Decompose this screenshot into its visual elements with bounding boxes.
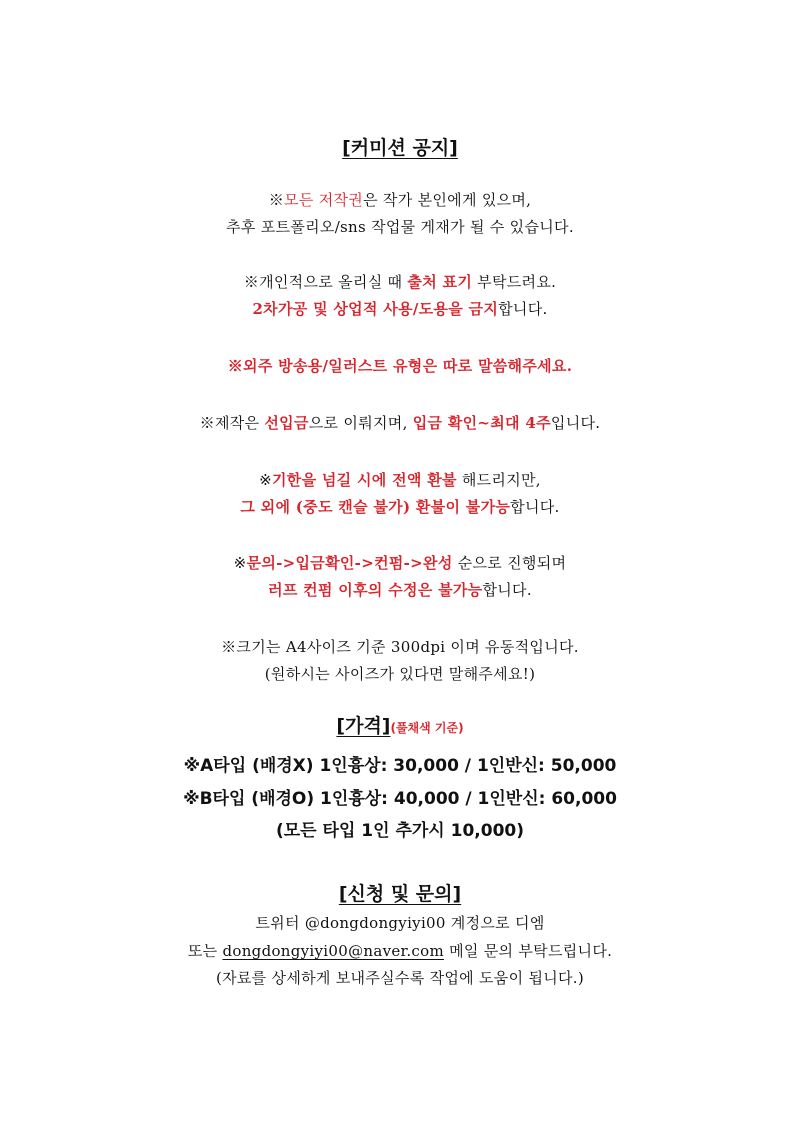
copyright-line-2: 추후 포트폴리오/sns 작업물 게재가 될 수 있습니다. [226, 218, 574, 236]
process-prefix: ※ [233, 554, 247, 572]
size-line-1: ※크기는 A4사이즈 기준 300dpi 이며 유동적입니다. [221, 638, 579, 656]
process-steps: 문의->입금확인->컨펌->완성 [246, 554, 453, 572]
outsourcing-line: ※외주 방송용/일러스트 유형은 따로 말씀해주세요. [227, 357, 573, 375]
copyright-highlight: 모든 저작권 [284, 191, 364, 209]
contact-twitter-line: 트위터 @dongdongyiyi00 계정으로 디엠 [255, 914, 545, 932]
pricing-header [0, 711, 800, 738]
refund-suffix: 해드리지만, [456, 471, 541, 489]
contact-email-line [0, 940, 800, 961]
contact-email-link[interactable]: dongdongyiyi00@naver.com [222, 942, 444, 960]
personal-use-prohibit: 2차가공 및 상업적 사용/도용을 금지 [252, 300, 499, 318]
refund-line-2 [0, 496, 800, 517]
pricing-title: [가격] [336, 715, 391, 737]
copyright-prefix: ※ [268, 191, 285, 209]
process-no-edit: 러프 컨펌 이후의 수정은 불가능 [268, 581, 483, 599]
production-duration: 입금 확인~최대 4주 [412, 414, 551, 432]
copyright-line-1 [0, 189, 800, 210]
process-line-1 [0, 552, 800, 573]
process-suffix: 순으로 진행되며 [452, 554, 567, 572]
refund-line-1 [0, 469, 800, 490]
production-prefix: ※제작은 [199, 414, 265, 432]
production-prepay: 선입금 [264, 414, 309, 432]
personal-use-highlight: 출처 표기 [407, 273, 473, 291]
personal-use-prefix: ※개인적으로 올리실 때 [243, 273, 408, 291]
process-line-2 [0, 579, 800, 600]
price-type-a: ※A타입 (배경X) 1인흉상: 30,000 / 1인반신: 50,000 [183, 756, 617, 776]
production-line [0, 412, 800, 433]
refund-no-cancel: 그 외에 (중도 캔슬 불가) 환불이 불가능 [240, 498, 511, 516]
size-line-2: (원하시는 사이즈가 있다면 말해주세요!) [264, 665, 536, 683]
contact-email-suffix: 메일 문의 부탁드립니다. [444, 942, 613, 960]
production-middle: 으로 이뤄지며, [308, 414, 413, 432]
process-line2-suffix: 합니다. [482, 581, 532, 599]
personal-use-line-2 [0, 298, 800, 319]
contact-title: [신청 및 문의] [338, 883, 462, 905]
price-extra: (모든 타입 1인 추가시 10,000) [275, 821, 525, 841]
production-suffix: 입니다. [550, 414, 601, 432]
refund-highlight: 기한을 넘길 시에 전액 환불 [272, 471, 457, 489]
personal-use-suffix: 부탁드려요. [472, 273, 557, 291]
personal-use-line-1 [0, 271, 800, 292]
pricing-note: (풀채색 기준) [390, 721, 464, 735]
personal-use-line2-suffix: 합니다. [498, 300, 548, 318]
refund-line2-suffix: 합니다. [510, 498, 560, 516]
copyright-suffix: 은 작가 본인에게 있으며, [363, 191, 532, 209]
contact-email-prefix: 또는 [187, 942, 223, 960]
price-type-b: ※B타입 (배경O) 1인흉상: 40,000 / 1인반신: 60,000 [183, 789, 617, 809]
refund-prefix: ※ [259, 471, 272, 489]
notice-title: [커미션 공지] [342, 137, 458, 159]
contact-detail-note: (자료를 상세하게 보내주실수록 작업에 도움이 됩니다.) [215, 969, 585, 987]
